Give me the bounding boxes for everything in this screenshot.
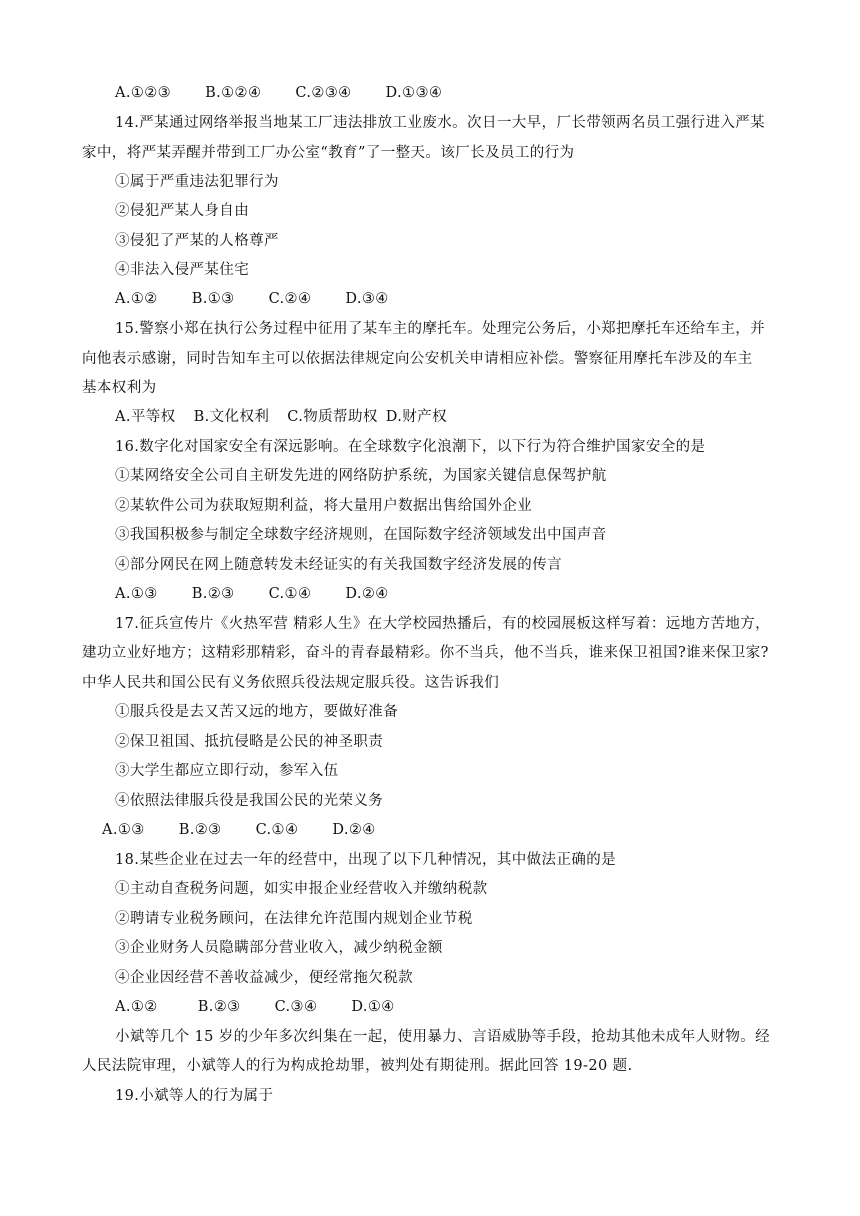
q17-item-1: ①服兵役是去又苦又远的地方，要做好准备 [115, 704, 399, 720]
q15-option-b[interactable]: B.文化权利 [193, 409, 270, 425]
q15-option-a[interactable]: A.平等权 [115, 409, 176, 425]
q18-option-d[interactable]: D.①④ [351, 999, 395, 1015]
q18-option-a[interactable]: A.①② [115, 999, 158, 1015]
q17-item-2: ②保卫祖国、抵抗侵略是公民的神圣职责 [115, 734, 384, 750]
q16-item-2: ②某软件公司为获取短期利益，将大量用户数据出售给国外企业 [115, 498, 533, 514]
q14-option-c[interactable]: C.②④ [268, 291, 312, 307]
q16-item-1: ①某网络安全公司自主研发先进的网络防护系统，为国家关键信息保驾护航 [115, 468, 607, 484]
q14-options [115, 289, 815, 309]
q16-option-a[interactable]: A.①③ [115, 586, 158, 602]
q16-option-b[interactable]: B.②③ [191, 586, 235, 602]
q14-option-b[interactable]: B.①③ [191, 291, 235, 307]
q17-option-a[interactable]: A.①③ [102, 822, 145, 838]
q15-stem-line1: 15.警察小郑在执行公务过程中征用了某车主的摩托车。处理完公务后，小郑把摩托车还给车主，并 [115, 321, 766, 337]
q17-item-3: ③大学生都应立即行动，参军入伍 [115, 763, 339, 779]
q18-stem-line1: 18.某些企业在过去一年的经营中，出现了以下几种情况，其中做法正确的是 [115, 852, 617, 868]
q14-option-d[interactable]: D.③④ [345, 291, 389, 307]
q16-stem-line1: 16.数字化对国家安全有深远影响。在全球数字化浪潮下，以下行为符合维护国家安全的是 [115, 439, 706, 455]
q19-stem-line1: 19.小斌等人的行为属于 [115, 1088, 274, 1104]
q17-option-d[interactable]: D.②④ [332, 822, 376, 838]
q17-stem-line1: 17.征兵宣传片《火热军营 精彩人生》在大学校园热播后，有的校园展板这样写着：远地方苦地方， [115, 616, 771, 632]
q17-options [102, 820, 802, 840]
q13-options [115, 83, 815, 103]
q18-option-b[interactable]: B.②③ [197, 999, 241, 1015]
q17-item-4: ④依照法律服兵役是我国公民的光荣义务 [115, 793, 384, 809]
q15-stem-line3: 基本权利为 [82, 380, 157, 396]
q17-option-b[interactable]: B.②③ [178, 822, 222, 838]
q14-item-4: ④非法入侵严某住宅 [115, 262, 250, 278]
q16-option-d[interactable]: D.②④ [345, 586, 389, 602]
q13-option-d[interactable]: D.①③④ [385, 85, 443, 101]
q17-stem-line3: 中华人民共和国公民有义务依照兵役法规定服兵役。这告诉我们 [82, 675, 500, 691]
q18-item-2: ②聘请专业税务顾问，在法律允许范围内规划企业节税 [115, 911, 473, 927]
q14-stem-line2: 家中，将严某弄醒并带到工厂办公室“教育”了一整天。该厂长及员工的行为 [82, 145, 575, 161]
q13-option-a[interactable]: A.①②③ [115, 85, 172, 101]
q15-option-c[interactable]: C.物质帮助权 [287, 409, 378, 425]
q17-option-c[interactable]: C.①④ [255, 822, 299, 838]
q13-option-c[interactable]: C.②③④ [295, 85, 352, 101]
q14-item-2: ②侵犯严某人身自由 [115, 203, 250, 219]
q15-options [115, 407, 815, 427]
q16-option-c[interactable]: C.①④ [268, 586, 312, 602]
q14-stem-line1: 14.严某通过网络举报当地某工厂违法排放工业废水。次日一大早，厂长带领两名员工强行进入严某 [115, 115, 766, 131]
q16-item-3: ③我国积极参与制定全球数字经济规则，在国际数字经济领域发出中国声音 [115, 527, 607, 543]
q18-item-1: ①主动自查税务问题，如实申报企业经营收入并缴纳税款 [115, 881, 488, 897]
q16-options [115, 584, 815, 604]
q18-option-c[interactable]: C.③④ [274, 999, 318, 1015]
q14-item-1: ①属于严重违法犯罪行为 [115, 174, 279, 190]
q18-options [115, 997, 815, 1017]
material-line1: 小斌等几个 15 岁的少年多次纠集在一起，使用暴力、言语威胁等手段，抢劫其他未成年人财物。经 [115, 1029, 771, 1045]
q13-option-b[interactable]: B.①②④ [205, 85, 262, 101]
q14-option-a[interactable]: A.①② [115, 291, 158, 307]
q14-item-3: ③侵犯了严某的人格尊严 [115, 233, 279, 249]
material-line2: 人民法院审理，小斌等人的行为构成抢劫罪，被判处有期徒刑。据此回答 19-20 题. [82, 1058, 633, 1074]
q16-item-4: ④部分网民在网上随意转发未经证实的有关我国数字经济发展的传言 [115, 557, 562, 573]
q15-option-d[interactable]: D.财产权 [385, 409, 447, 425]
q18-item-3: ③企业财务人员隐瞒部分营业收入，减少纳税金额 [115, 940, 443, 956]
q18-item-4: ④企业因经营不善收益减少，便经常拖欠税款 [115, 970, 413, 986]
q17-stem-line2: 建功立业好地方；这精彩那精彩，奋斗的青春最精彩。你不当兵，他不当兵，谁来保卫祖国?谁来保卫家? [82, 645, 769, 661]
q15-stem-line2: 向他表示感谢，同时告知车主可以依据法律规定向公安机关申请相应补偿。警察征用摩托车涉及的车主 [82, 351, 753, 367]
